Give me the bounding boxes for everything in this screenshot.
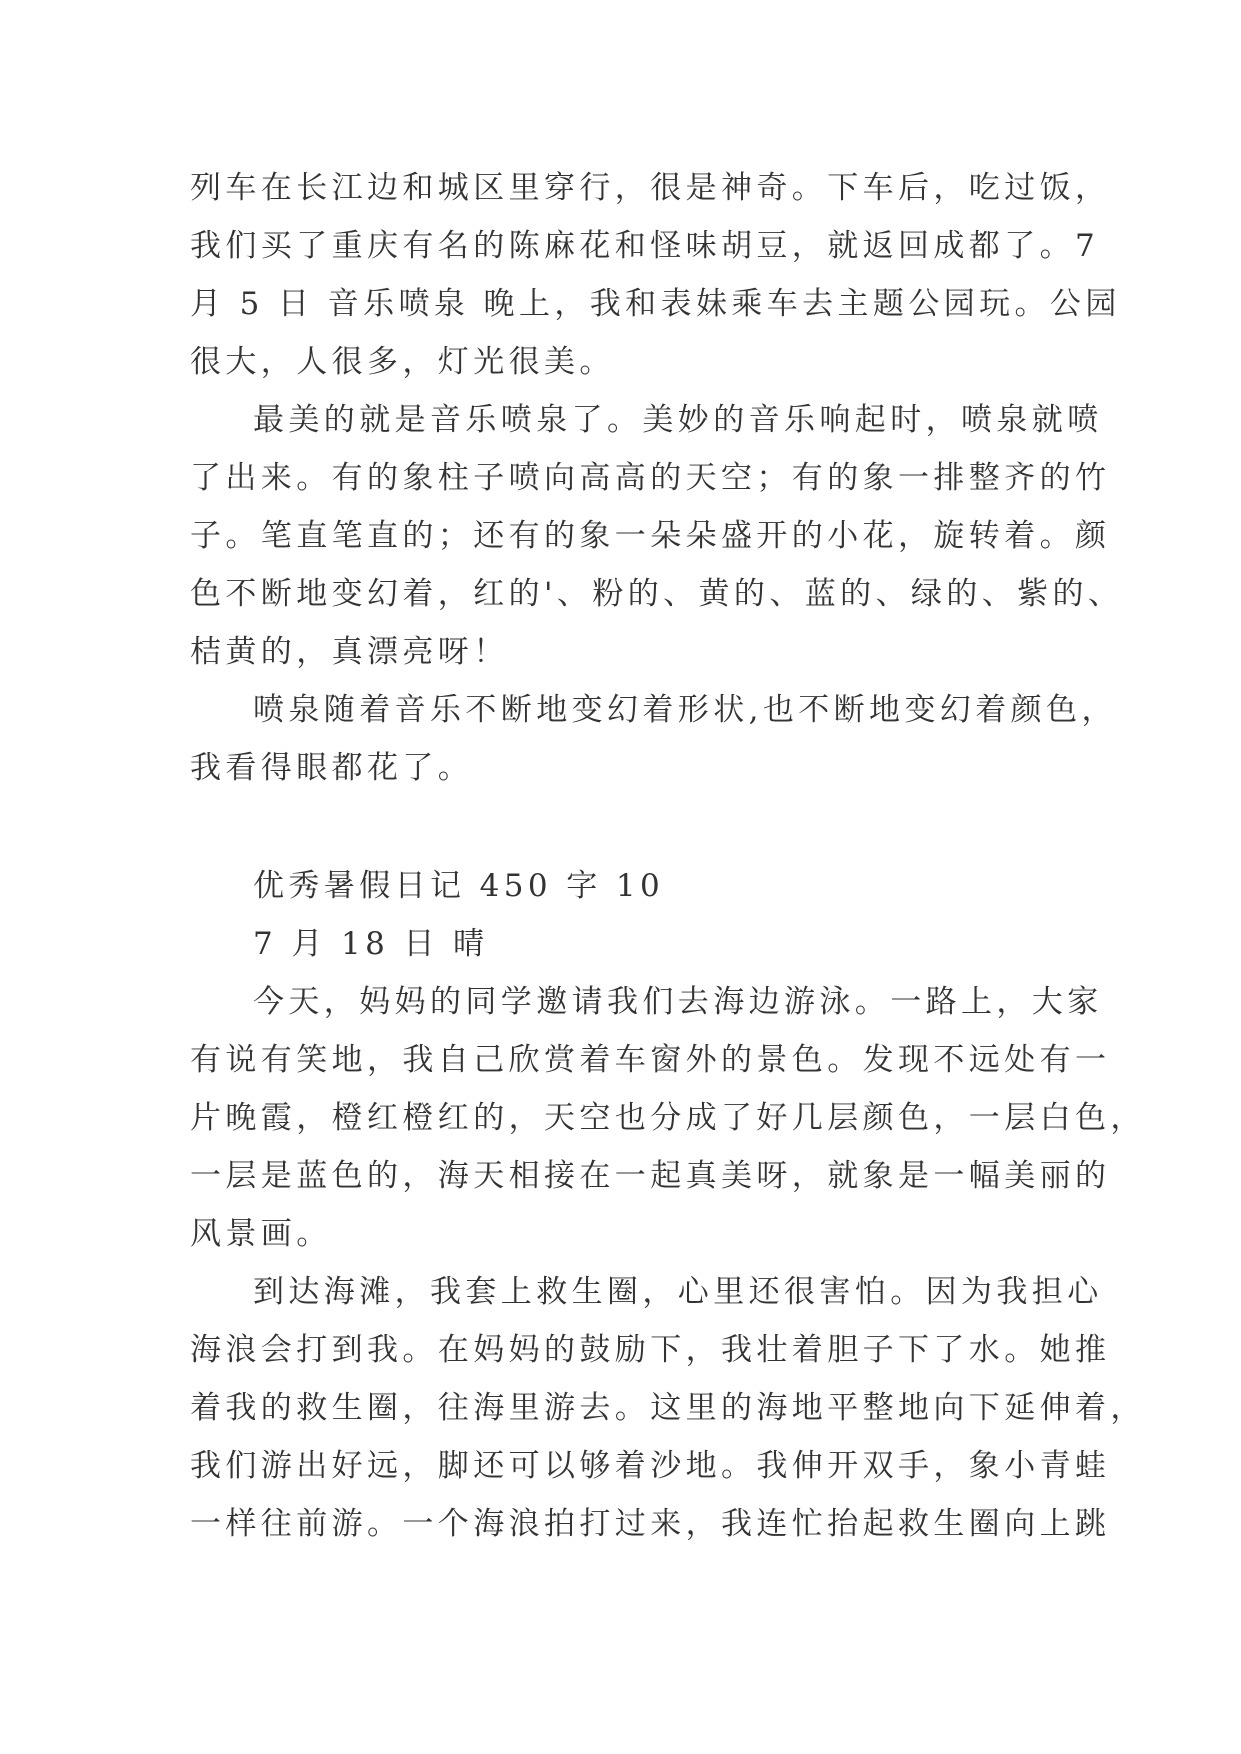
text-line: 月 5 日 音乐喷泉 晚上，我和表妹乘车去主题公园玩。公园: [190, 286, 1121, 322]
text-line: 到达海滩，我套上救生圈，心里还很害怕。因为我担心: [253, 1274, 1103, 1310]
text-line: 着我的救生圈，往海里游去。这里的海地平整地向下延伸着，: [190, 1390, 1146, 1426]
text-line: 列车在长江边和城区里穿行，很是神奇。下车后，吃过饭，: [190, 170, 1111, 206]
text-line: 子。笔直笔直的；还有的象一朵朵盛开的小花，旋转着。颜: [190, 518, 1111, 554]
text-line: 很大，人很多，灯光很美。: [190, 344, 615, 380]
text-line: 喷泉随着音乐不断地变幻着形状,也不断地变幻着颜色，: [253, 692, 1117, 728]
text-line: 桔黄的，真漂亮呀！: [190, 634, 509, 670]
text-line: 海浪会打到我。在妈妈的鼓励下，我壮着胆子下了水。她推: [190, 1332, 1111, 1368]
text-line: 有说有笑地，我自己欣赏着车窗外的景色。发现不远处有一: [190, 1042, 1111, 1078]
text-line: 我看得眼都花了。: [190, 750, 474, 786]
text-line: 了出来。有的象柱子喷向高高的天空；有的象一排整齐的竹: [190, 460, 1111, 496]
section-title: 优秀暑假日记 450 字 10: [253, 868, 665, 904]
text-line: 今天，妈妈的同学邀请我们去海边游泳。一路上，大家: [253, 984, 1103, 1020]
text-line: 我们买了重庆有名的陈麻花和怪味胡豆，就返回成都了。7: [190, 228, 1100, 264]
text-line: 色不断地变幻着，红的'、粉的、黄的、蓝的、绿的、紫的、: [190, 576, 1124, 612]
date-line: 7 月 18 日 晴: [253, 926, 489, 962]
text-line: 我们游出好远，脚还可以够着沙地。我伸开双手，象小青蛙: [190, 1448, 1111, 1484]
text-line: 一层是蓝色的，海天相接在一起真美呀，就象是一幅美丽的: [190, 1158, 1111, 1194]
text-line: 片晚霞，橙红橙红的，天空也分成了好几层颜色，一层白色，: [190, 1100, 1146, 1136]
text-line: 一样往前游。一个海浪拍打过来，我连忙抬起救生圈向上跳: [190, 1506, 1111, 1542]
text-line: 最美的就是音乐喷泉了。美妙的音乐响起时，喷泉就喷: [253, 402, 1103, 438]
text-line: 风景画。: [190, 1216, 332, 1252]
